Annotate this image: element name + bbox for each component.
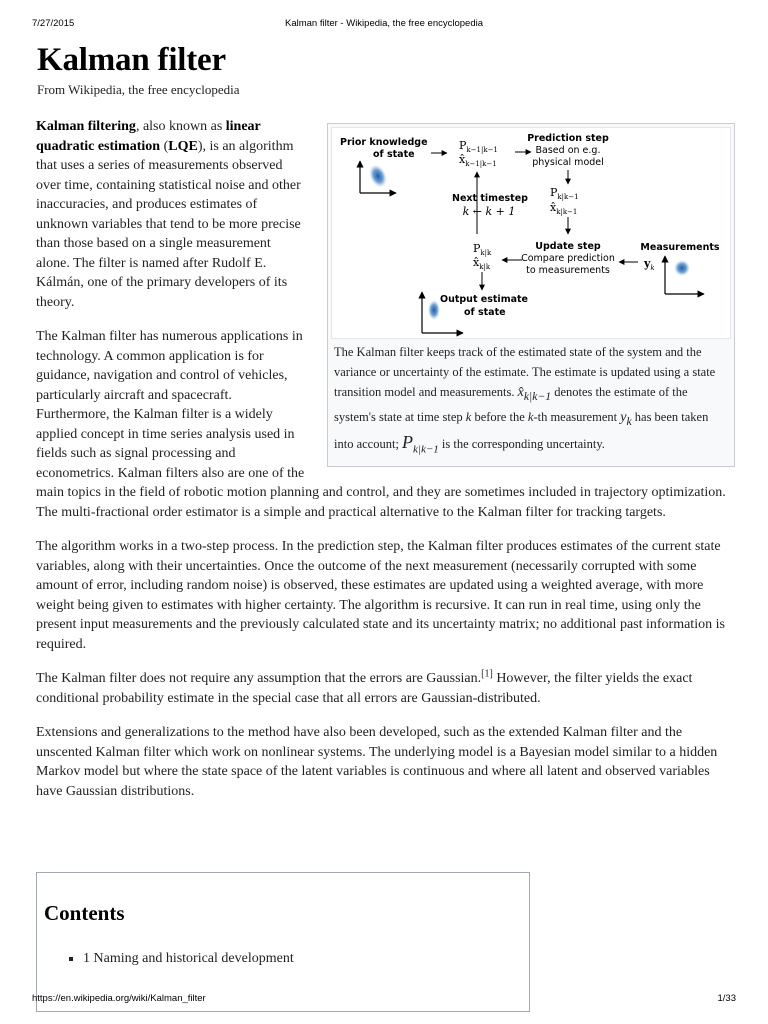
update-step-title: Update step [535,241,601,252]
p-posterior: $P_{k|k}$ [473,242,492,257]
caption-x-hat: $x̂_{k|k-1}$ [517,385,552,403]
figure-caption: The Kalman filter keeps track of the estimated state of the system and the variance or uncertainty of the estimate. The estimate is updated using a state transition model and measurements. $x̂_{k|k-1}$ denotes the estimate of the system's state at time step k before the k-th measurement $y_k$ has been taken into account; $P_{k|k-1}$ is the corresponding uncertainty. [334,345,716,456]
toc-item[interactable]: ▪ 1 Naming and historical development [83,949,294,969]
print-url: https://en.wikipedia.org/wiki/Kalman_filter [32,993,206,1004]
prediction-step-title: Prediction step [527,133,609,144]
prediction-step-line-2: physical model [532,157,604,168]
measurement-axes-icon [665,256,704,294]
prediction-step-line-1: Based on e.g. [535,145,601,156]
article-title: Kalman filter [37,42,226,78]
x-posterior: $x̂_{k|k}$ [473,256,491,271]
intro-paragraph-3: The algorithm works in a two-step process. In the prediction step, the Kalman filter produces estimates of the current state variables, along with their uncertainties. Once the outcome of the next measurement (necessarily corrupted with some amount of error, including random noise) is observed, these estimates are updated using a weighted average, with more weight being given to estimates with higher certainty. The algorithm is recursive. It can run in real time, using only the present input measurements and the previously calculated state and its uncertainty matrix; no additional past information is required. [36,539,725,652]
reference-link[interactable]: [1] [481,668,493,680]
print-page-number: 1/33 [717,993,736,1004]
article-body [36,117,736,816]
intro-paragraph-2: The Kalman filter has numerous applications in technology. A common application is for guidance, navigation and control of vehicles, particularly aircraft and spacecraft. Furthermore, the Kalman filter is a widely applied concept in time series analysis used in fields such as signal processing and econometrics. Kalman filters also are one of the main topics in the field of robotic motion planning and control, and they are sometimes included in trajectory optimization. The multi-fractional order estimator is a simple and practical alternative to the Kalman filter for tracking targets. [36,329,726,520]
intro-paragraph-4: The Kalman filter does not require any assumption that the errors are Gaussian.[1] However, the filter yields the exact conditional probability estimate in the special case that all errors are Gaussian-distributed. [36,668,693,706]
update-step-line-2: to measurements [526,265,610,276]
measurements-title: Measurements [640,242,720,253]
kalman-figure [327,123,735,467]
update-step-line-1: Compare prediction [521,253,615,264]
prior-label-2: of state [373,149,415,160]
output-label-1: Output estimate [440,294,528,305]
toc-title: Contents [44,901,125,925]
kalman-diagram[interactable] [331,127,731,339]
article-tagline: From Wikipedia, the free encyclopedia [37,82,240,97]
x-prior: $x̂_{k-1|k-1}$ [459,153,497,168]
intro-paragraph-1: Kalman filtering, also known as linear quadratic estimation (LQE), is an algorithm that uses a series of measurements observed over time, containing statistical noise and other inaccuracies, and produces estimates of unknown variables that tend to be more precise than those based on a single measurement alone. The filter is named after Rudolf E. Kálmán, one of the primary developers of its theory. [36,119,301,310]
print-page-title: Kalman filter - Wikipedia, the free encyclopedia [284,18,483,29]
table-of-contents [36,872,530,1012]
p-prior: $P_{k-1|k-1}$ [459,139,498,154]
print-date: 7/27/2015 [32,18,75,29]
measurement-symbol: $y_k$ [644,257,655,272]
p-predicted: $P_{k|k-1}$ [550,186,579,201]
caption-y-k: $y_k$ [620,409,632,428]
intro-paragraph-5: Extensions and generalizations to the method have also been developed, such as the extended Kalman filter and the unscented Kalman filter which work on nonlinear systems. The underlying model is a Bayesian model similar to a hidden Markov model but where the state space of the latent variables is continuous and where all latent and observed variables have Gaussian distributions. [36,725,718,799]
next-timestep-math: k ← k + 1 [462,205,516,218]
caption-p: $P_{k|k-1}$ [402,431,439,456]
output-label-2: of state [464,307,506,318]
x-predicted: $x̂_{k|k-1}$ [550,201,578,216]
prior-label-1: Prior knowledge [340,137,428,148]
next-timestep-title: Next timestep [452,193,528,204]
prior-axes-icon [360,161,396,193]
